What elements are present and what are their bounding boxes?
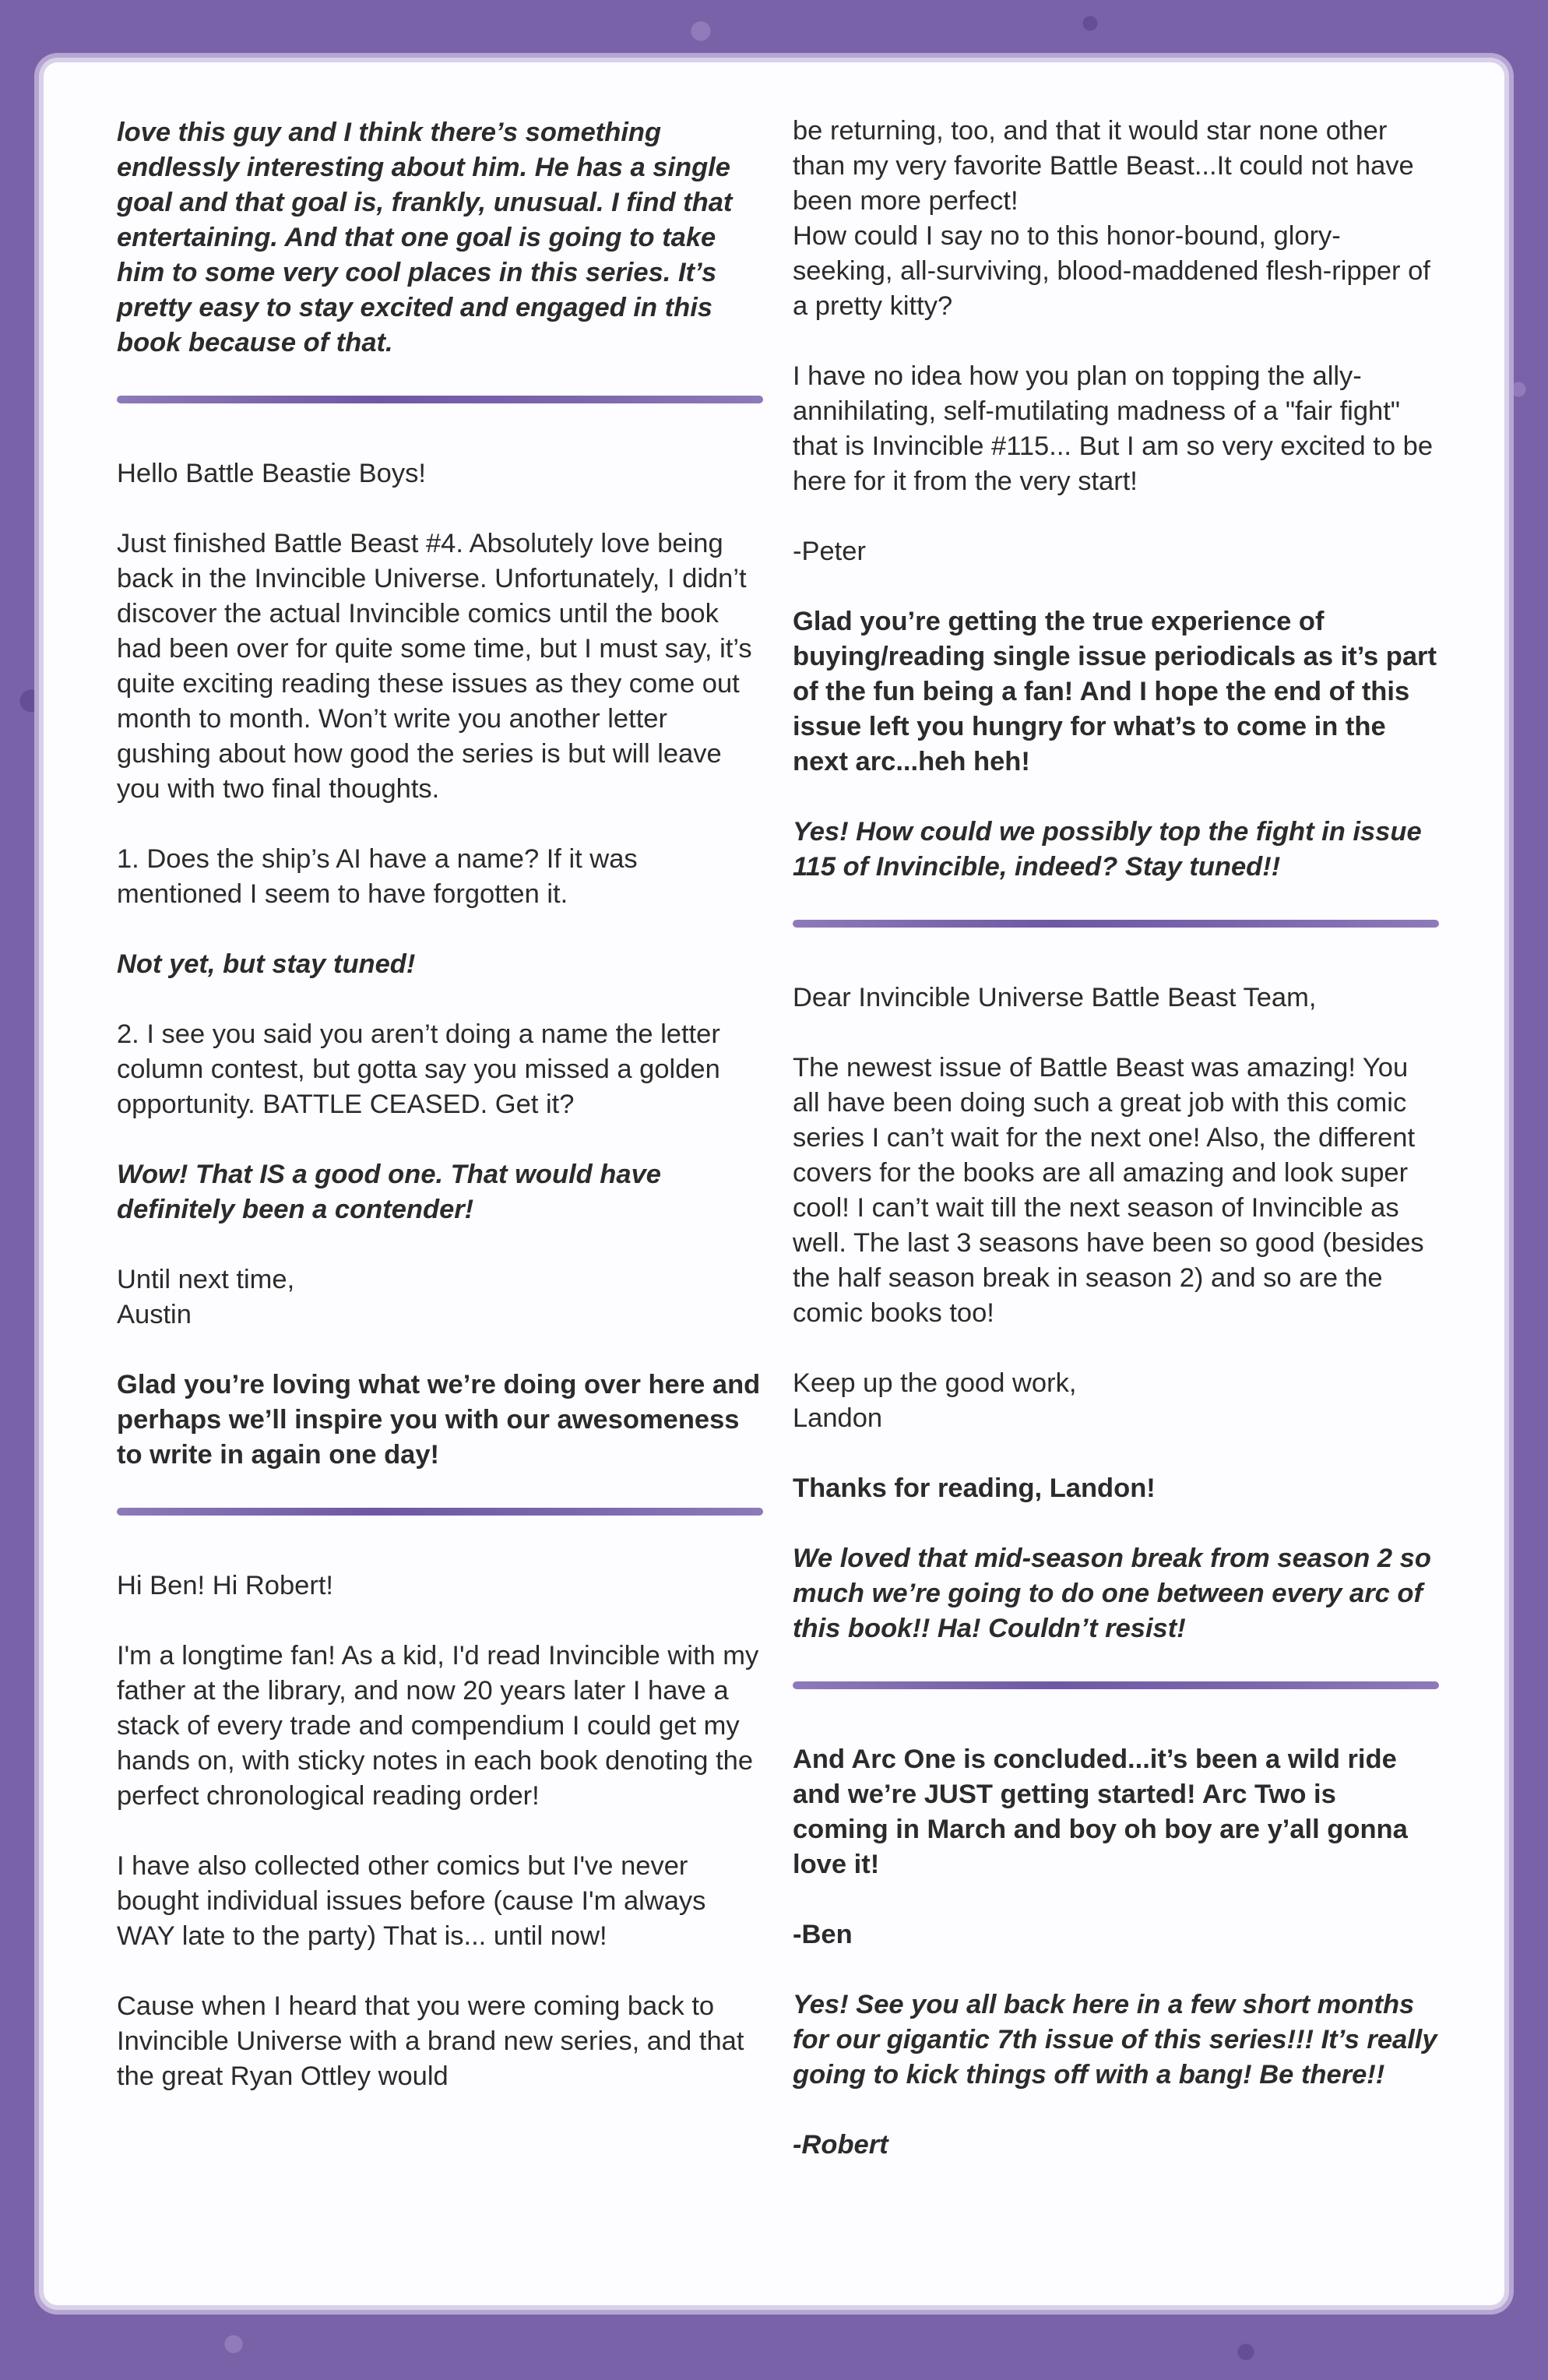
outro-robert-signature: -Robert [793, 2130, 888, 2160]
section-divider [793, 1681, 1439, 1689]
letter-greeting: Dear Invincible Universe Battle Beast Team, [793, 983, 1317, 1012]
letter-body: I have no idea how you plan on topping the ally-annihilating, self-mutilating madness of a "fair fight" that is Invincible #115... But I am so very excited to be here for it from the very start! [793, 361, 1434, 496]
intro-response: love this guy and I think there’s something endlessly interesting about him. He has a single goal and that goal is, frankly, unusual. I find that entertaining. And that one goal is going to take him to some very cool places in this series. It’s pretty easy to stay excited and engaged in this book because of that. [117, 118, 733, 357]
editor-response: Yes! How could we possibly top the fight in issue 115 of Invincible, indeed? Stay tuned!! [793, 817, 1422, 882]
letter-greeting: Hello Battle Beastie Boys! [117, 459, 426, 488]
letter-body: Just finished Battle Beast #4. Absolutely love being back in the Invincible Universe. Unfortunately, I didn’t discover the actual Invincible comics until the book had been over for quite some time, but I must say, it’s quite exciting reading these issues as they come out month to month. Won’t write you another letter gushing about how good the series is but will leave you with two final thoughts. [117, 529, 752, 804]
letter-signature: Landon [793, 1403, 883, 1433]
letter-closing: Keep up the good work, [793, 1368, 1077, 1398]
right-column [793, 114, 1439, 2198]
letter-body: The newest issue of Battle Beast was amazing! You all have been doing such a great job with this comic series I can’t wait for the next one! Also, the different covers for the books are all amazing and look super cool! I can’t wait till the next season of Invincible as well. The last 3 seasons have been so good (besides the half season break in season 2) and so are the comic books too! [793, 1053, 1424, 1328]
letter-body: I'm a longtime fan! As a kid, I'd read Invincible with my father at the library, and now 20 years later I have a stack of every trade and compendium I could get my hands on, with sticky notes in each book denoting the perfect chronological reading order! [117, 1641, 759, 1811]
letter-question: 1. Does the ship’s AI have a name? If it was mentioned I seem to have forgotten it. [117, 844, 638, 909]
letter-body: be returning, too, and that it would star none other than my very favorite Battle Beast...It could not have been more perfect! [793, 116, 1414, 216]
section-divider [117, 1508, 763, 1516]
letter-question: 2. I see you said you aren’t doing a name the letter column contest, but gotta say you missed a golden opportunity. BATTLE CEASED. Get it? [117, 1019, 720, 1119]
letter-greeting: Hi Ben! Hi Robert! [117, 1571, 334, 1600]
outro-ben: And Arc One is concluded...it’s been a wild ride and we’re JUST getting started! Arc Two is coming in March and boy oh boy are y’all gonna love it! [793, 1745, 1408, 1879]
editor-response: Thanks for reading, Landon! [793, 1473, 1156, 1503]
section-divider [793, 920, 1439, 928]
editor-response: Glad you’re getting the true experience of buying/reading single issue periodicals as it’s part of the fun being a fan! And I hope the end of this issue left you hungry for what’s to come in the next arc...heh heh! [793, 607, 1437, 776]
editor-response: Glad you’re loving what we’re doing over here and perhaps we’ll inspire you with our awesomeness to write in again one day! [117, 1370, 761, 1470]
editor-answer: Wow! That IS a good one. That would have definitely been a contender! [117, 1160, 661, 1224]
editor-answer: Not yet, but stay tuned! [117, 949, 416, 979]
section-divider [117, 396, 763, 403]
letter-closing: Until next time, [117, 1265, 295, 1294]
outro-robert: Yes! See you all back here in a few short months for our gigantic 7th issue of this series!!! It’s really going to kick things off with a bang! Be there!! [793, 1990, 1437, 2090]
editor-response: We loved that mid-season break from season 2 so much we’re going to do one between every arc of this book!! Ha! Couldn’t resist! [793, 1544, 1431, 1643]
letter-body: I have also collected other comics but I've never bought individual issues before (cause I'm always WAY late to the party) That is... until now! [117, 1851, 706, 1951]
outro-ben-signature: -Ben [793, 1920, 853, 1949]
letter-body: Cause when I heard that you were coming back to Invincible Universe with a brand new series, and that the great Ryan Ottley would [117, 1991, 744, 2091]
letter-signature: -Peter [793, 537, 866, 566]
letter-body: How could I say no to this honor-bound, glory-seeking, all-surviving, blood-maddened flesh-ripper of a pretty kitty? [793, 221, 1430, 321]
left-column [117, 115, 763, 2094]
letter-signature: Austin [117, 1300, 192, 1329]
